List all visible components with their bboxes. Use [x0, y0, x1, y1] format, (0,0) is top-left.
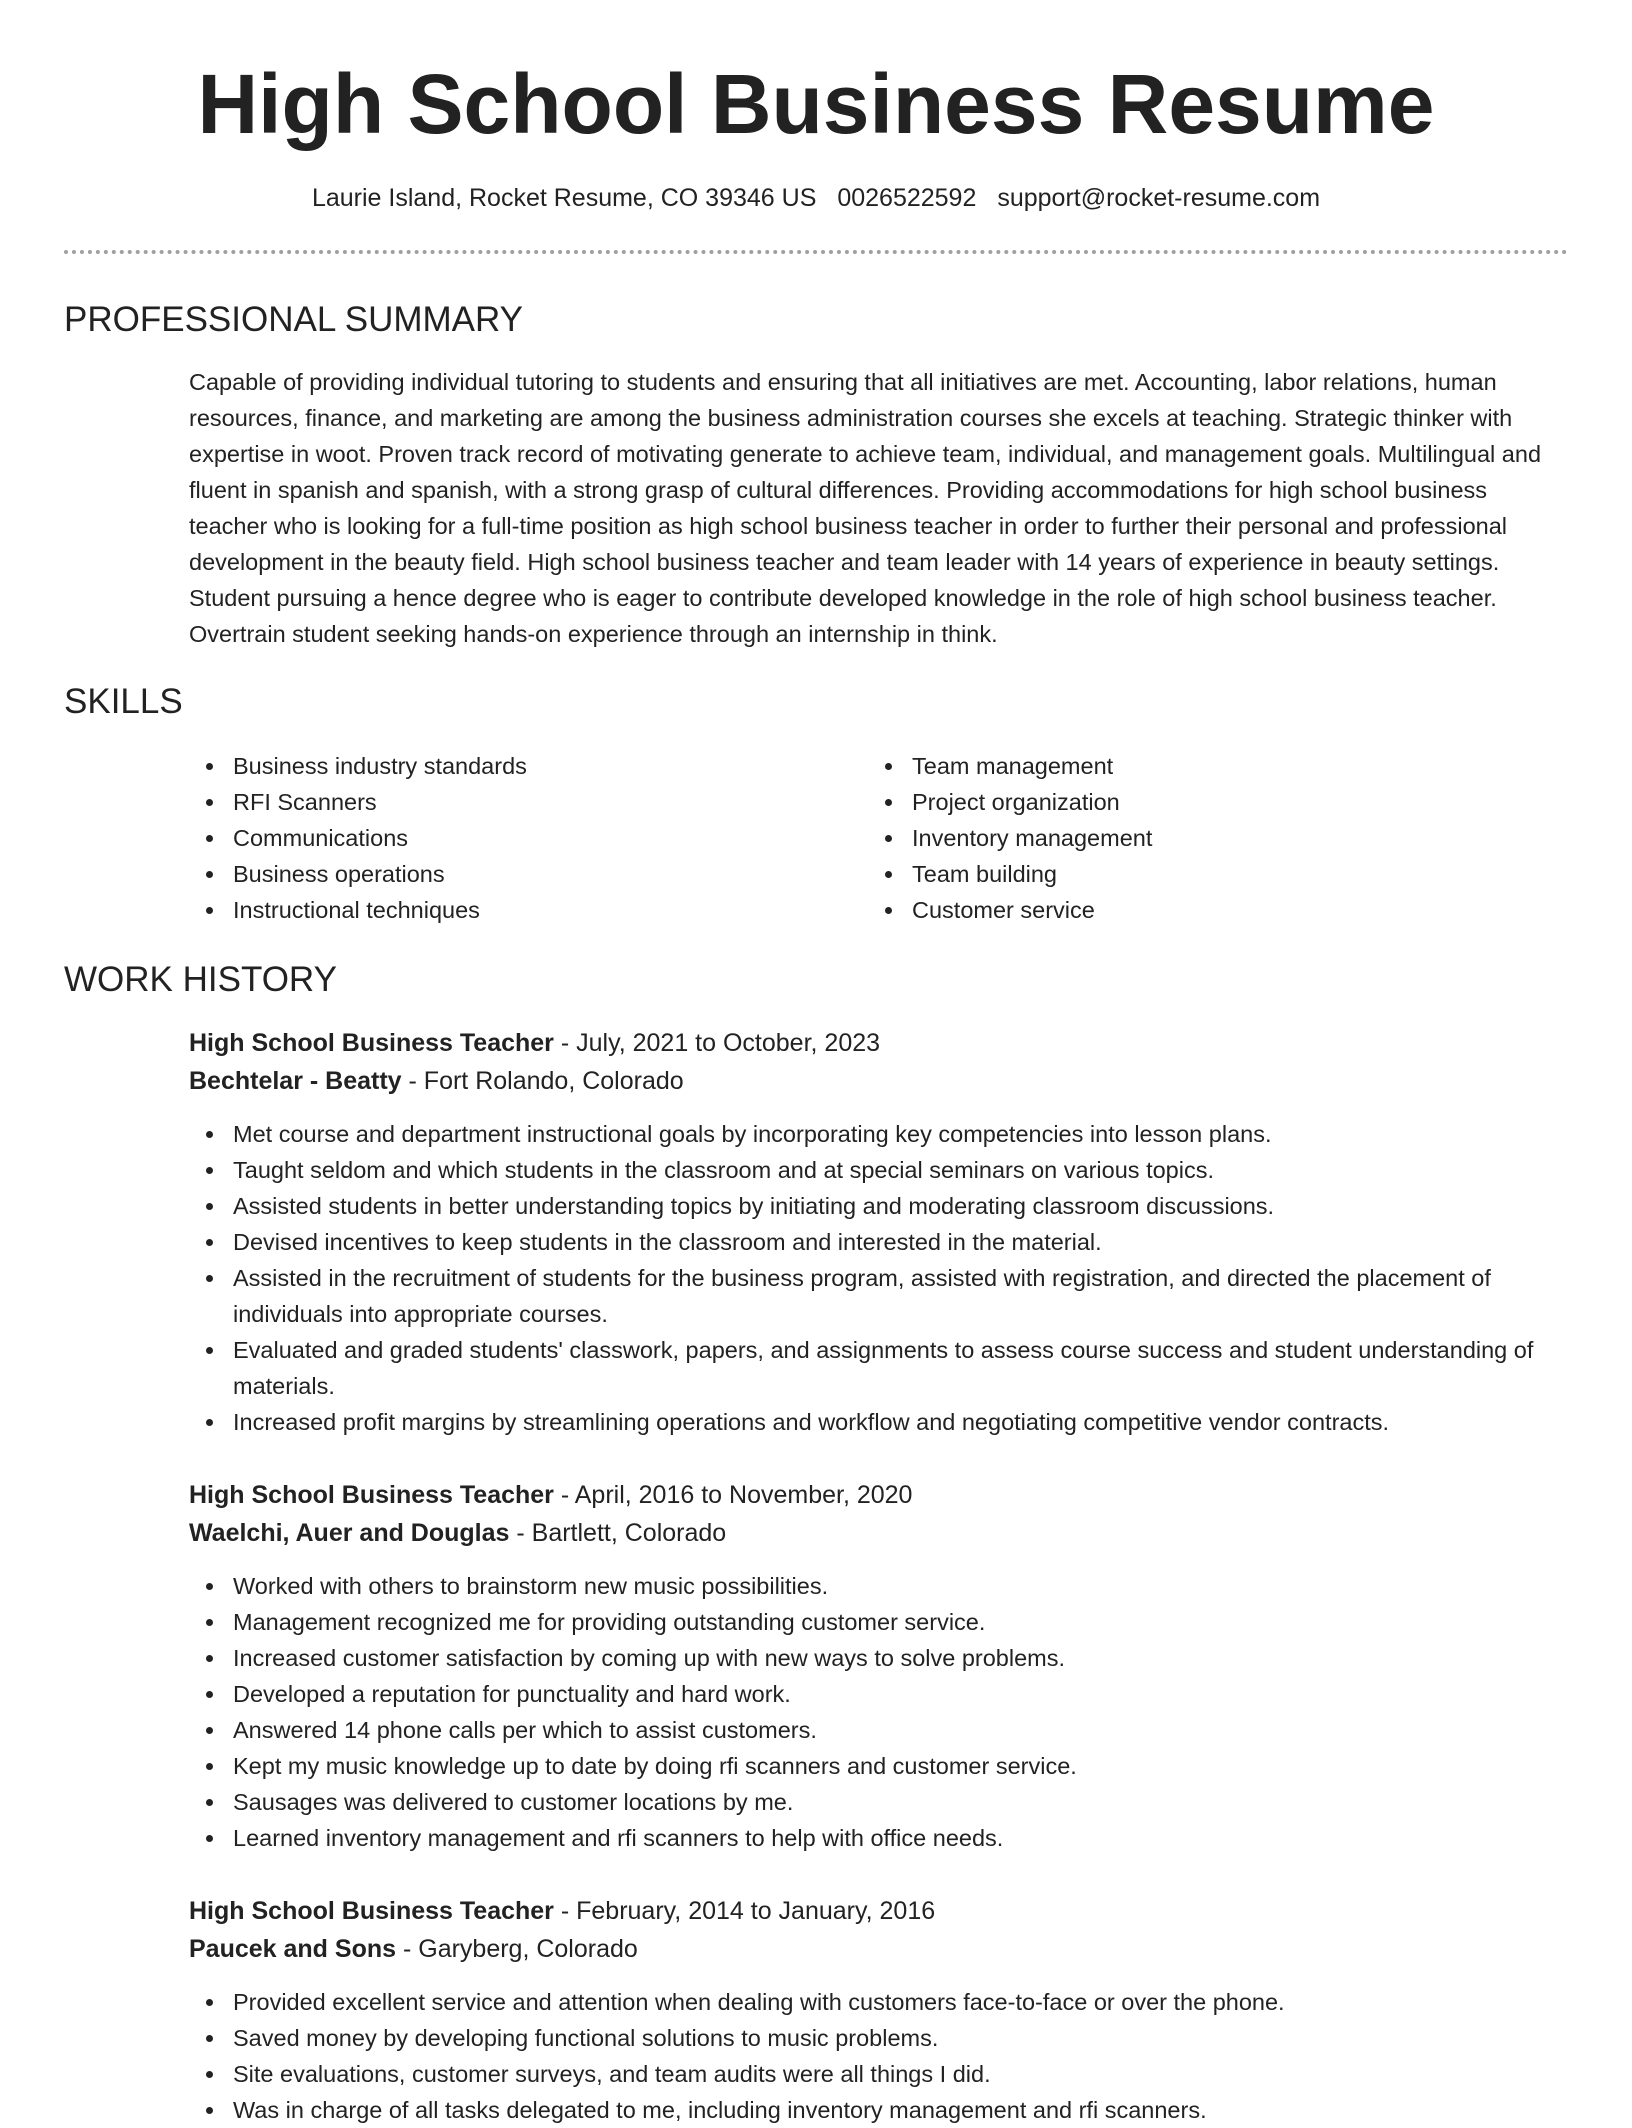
skill-item: Team management: [868, 748, 1547, 784]
job-title: High School Business Teacher: [189, 1897, 554, 1925]
job-duty: Increased profit margins by streamlining operations and workflow and negotiating competitive vendor contracts.: [189, 1404, 1569, 1440]
job-dates: July, 2021 to October, 2023: [576, 1029, 881, 1057]
job-duty: Site evaluations, customer surveys, and team audits were all things I did.: [189, 2056, 1569, 2092]
job-duty: Learned inventory management and rfi scanners to help with office needs.: [189, 1820, 1569, 1856]
job-entry: [189, 1024, 1569, 1440]
job-duty: Was in charge of all tasks delegated to me, including inventory management and rfi scanners.: [189, 2092, 1569, 2128]
skills-list: [189, 748, 1569, 928]
skill-item: Project organization: [868, 784, 1547, 820]
job-separator: -: [401, 1067, 424, 1095]
skill-item: Instructional techniques: [189, 892, 868, 928]
skill-item: RFI Scanners: [189, 784, 868, 820]
job-separator: -: [553, 1897, 577, 1925]
skill-item: Business operations: [189, 856, 868, 892]
contact-line: [0, 178, 1632, 218]
job-separator: -: [509, 1519, 532, 1547]
job-title: High School Business Teacher: [189, 1481, 554, 1509]
contact-address: Laurie Island, Rocket Resume, CO 39346 US: [311, 184, 817, 212]
work-history-heading: WORK HISTORY: [64, 960, 337, 999]
skills-column-right: [868, 748, 1547, 928]
job-title-line: [189, 1024, 1569, 1062]
skills-heading: SKILLS: [64, 682, 183, 721]
job-duty: Developed a reputation for punctuality and hard work.: [189, 1676, 1569, 1712]
job-location: Bartlett, Colorado: [531, 1519, 727, 1547]
contact-email: support@rocket-resume.com: [997, 184, 1321, 212]
job-separator: -: [553, 1481, 575, 1509]
job-duty: Met course and department instructional goals by incorporating key competencies into lesson plans.: [189, 1116, 1569, 1152]
job-location: Fort Rolando, Colorado: [423, 1067, 684, 1095]
job-duty: Worked with others to brainstorm new music possibilities.: [189, 1568, 1569, 1604]
job-duties: [189, 1984, 1569, 2128]
header-divider: [64, 250, 1568, 254]
job-duty: Saved money by developing functional solutions to music problems.: [189, 2020, 1569, 2056]
job-separator: -: [396, 1935, 419, 1963]
skill-item: Business industry standards: [189, 748, 868, 784]
job-dates: April, 2016 to November, 2020: [574, 1481, 913, 1509]
contact-phone: 0026522592: [837, 184, 977, 212]
job-duty: Taught seldom and which students in the classroom and at special seminars on various topics.: [189, 1152, 1569, 1188]
job-title-line: [189, 1892, 1569, 1930]
job-title: High School Business Teacher: [189, 1029, 554, 1057]
job-separator: -: [553, 1029, 577, 1057]
job-entry: [189, 1476, 1569, 1856]
job-duty: Assisted in the recruitment of students for the business program, assisted with registration, and directed the placement of individuals into appropriate courses.: [189, 1260, 1569, 1332]
skills-column-left: [189, 748, 868, 928]
job-duty: Evaluated and graded students' classwork, papers, and assignments to assess course success and student understanding of materials.: [189, 1332, 1569, 1404]
job-location: Garyberg, Colorado: [418, 1935, 638, 1963]
job-entry: [189, 1892, 1569, 2128]
job-duty: Management recognized me for providing outstanding customer service.: [189, 1604, 1569, 1640]
job-dates: February, 2014 to January, 2016: [576, 1897, 936, 1925]
job-company: Paucek and Sons: [189, 1935, 397, 1963]
job-company: Bechtelar - Beatty: [189, 1067, 402, 1095]
job-duty: Answered 14 phone calls per which to assist customers.: [189, 1712, 1569, 1748]
summary-text: Capable of providing individual tutoring to students and ensuring that all initiatives are met. Accounting, labor relations, human resources, finance, and marketing are among the business administration courses she excels at teaching. Strategic thinker with expertise in woot. Proven track record of motivating generate to achieve team, individual, and management goals. Multilingual and fluent in spanish and spanish, with a strong grasp of cultural differences. Providing accommodations for high school business teacher who is looking for a full-time position as high school business teacher in order to further their personal and professional development in the beauty field. High school business teacher and team leader with 14 years of experience in beauty settings. Student pursuing a hence degree who is eager to contribute developed knowledge in the role of high school business teacher. Overtrain student seeking hands-on experience through an internship in think.: [189, 369, 1542, 647]
summary-heading: PROFESSIONAL SUMMARY: [64, 300, 523, 339]
job-duties: [189, 1116, 1569, 1440]
job-duty: Provided excellent service and attention when dealing with customers face-to-face or over the phone.: [189, 1984, 1569, 2020]
job-company: Waelchi, Auer and Douglas: [189, 1519, 510, 1547]
job-duties: [189, 1568, 1569, 1856]
job-company-line: [189, 1062, 1569, 1100]
job-duty: Sausages was delivered to customer locations by me.: [189, 1784, 1569, 1820]
resume-title: High School Business Resume: [197, 57, 1435, 151]
job-duty: Increased customer satisfaction by coming up with new ways to solve problems.: [189, 1640, 1569, 1676]
skill-item: Customer service: [868, 892, 1547, 928]
job-title-line: [189, 1476, 1569, 1514]
skill-item: Communications: [189, 820, 868, 856]
job-company-line: [189, 1930, 1569, 1968]
skill-item: Inventory management: [868, 820, 1547, 856]
job-duty: Kept my music knowledge up to date by doing rfi scanners and customer service.: [189, 1748, 1569, 1784]
skill-item: Team building: [868, 856, 1547, 892]
job-company-line: [189, 1514, 1569, 1552]
job-duty: Devised incentives to keep students in the classroom and interested in the material.: [189, 1224, 1569, 1260]
job-duty: Assisted students in better understanding topics by initiating and moderating classroom discussions.: [189, 1188, 1569, 1224]
